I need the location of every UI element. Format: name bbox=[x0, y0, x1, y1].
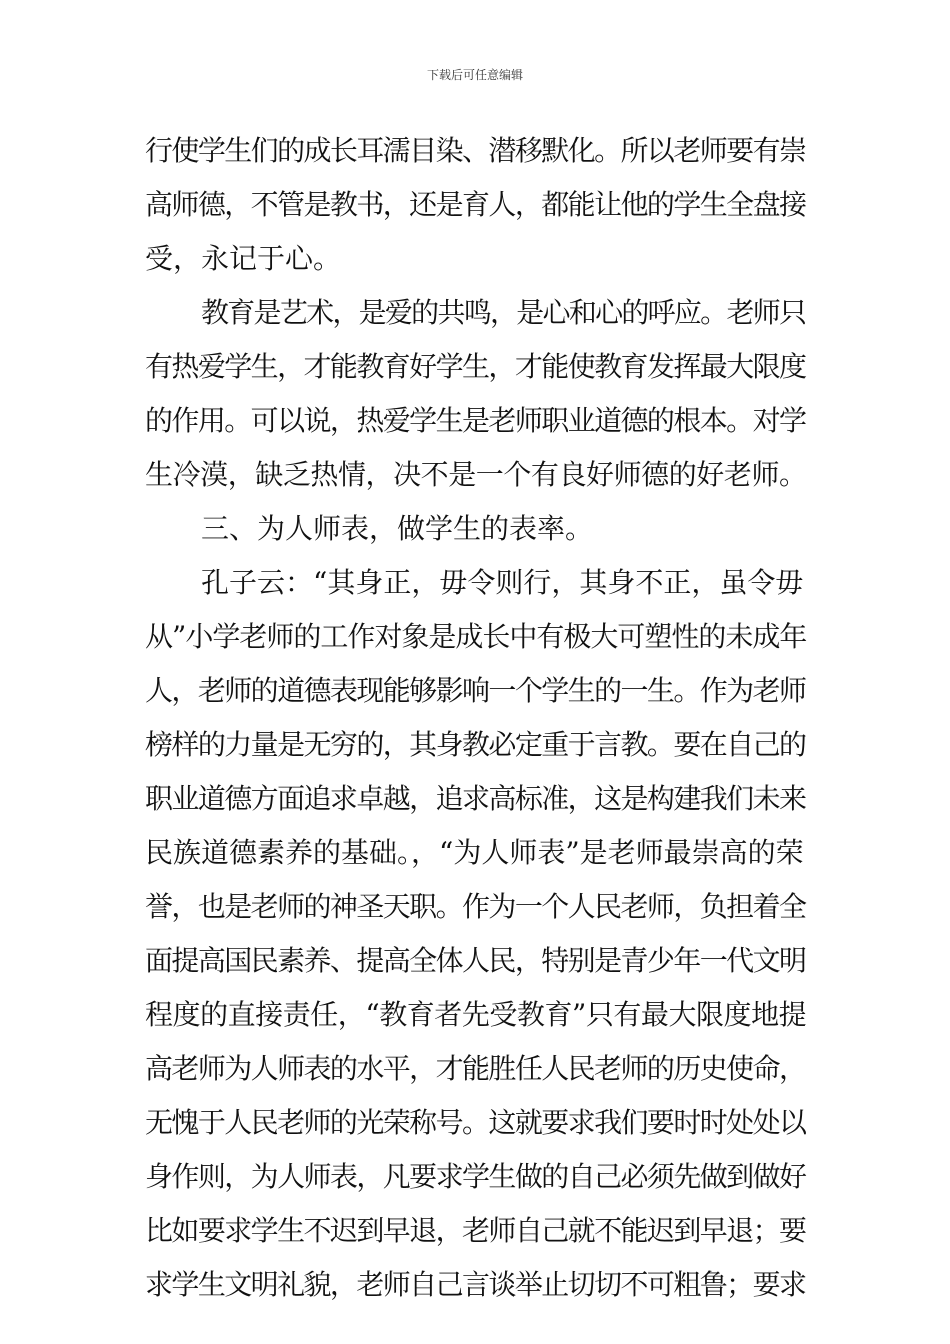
page-header: 下载后可任意编辑 bbox=[426, 68, 523, 82]
text-line: 高师德，不管是教书，还是育人，都能让他的学生全盘接 bbox=[145, 188, 806, 221]
text-line: 面提高国民素养、提高全体人民，特别是青少年一代文明 bbox=[145, 944, 806, 977]
text-line: 三、为人师表，做学生的表率。 bbox=[201, 512, 594, 545]
text-line: 比如要求学生不迟到早退，老师自己就不能迟到早退；要 bbox=[145, 1214, 806, 1247]
text-line: 身作则，为人师表，凡要求学生做的自己必须先做到做好 bbox=[145, 1160, 806, 1193]
text-line: 求学生文明礼貌，老师自己言谈举止切切不可粗鲁；要求 bbox=[145, 1268, 806, 1301]
text-line: 无愧于人民老师的光荣称号。这就要求我们要时时处处以 bbox=[145, 1106, 806, 1139]
text-line: 有热爱学生，才能教育好学生，才能使教育发挥最大限度 bbox=[145, 350, 806, 383]
text-line: 人，老师的道德表现能够影响一个学生的一生。作为老师 bbox=[145, 674, 806, 707]
text-line: 榜样的力量是无穷的，其身教必定重于言教。要在自己的 bbox=[145, 728, 806, 761]
text-line: 程度的直接责任，“教育者先受教育”只有最大限度地提 bbox=[145, 998, 807, 1031]
text-line: 受，永记于心。 bbox=[145, 242, 342, 275]
text-line: 生冷漠，缺乏热情，决不是一个有良好师德的好老师。 bbox=[145, 458, 807, 491]
text-line: 高老师为人师表的水平，才能胜任人民老师的历史使命， bbox=[145, 1052, 806, 1085]
text-line: 孔子云：“其身正，毋令则行，其身不正，虽令毋 bbox=[201, 566, 804, 599]
text-line: 教育是艺术，是爱的共鸣，是心和心的呼应。老师只 bbox=[201, 296, 806, 329]
text-line: 职业道德方面追求卓越，追求高标准，这是构建我们未来 bbox=[145, 782, 806, 815]
text-line: 民族道德素养的基础。，“为人师表”是老师最崇高的荣 bbox=[145, 836, 804, 869]
document-body bbox=[145, 124, 807, 1312]
text-line: 从”小学老师的工作对象是成长中有极大可塑性的未成年 bbox=[145, 620, 807, 653]
text-line: 行使学生们的成长耳濡目染、潜移默化。所以老师要有崇 bbox=[145, 134, 806, 167]
text-line: 的作用。可以说，热爱学生是老师职业道德的根本。对学 bbox=[145, 404, 806, 437]
text-line: 誉，也是老师的神圣天职。作为一个人民老师，负担着全 bbox=[145, 890, 806, 923]
